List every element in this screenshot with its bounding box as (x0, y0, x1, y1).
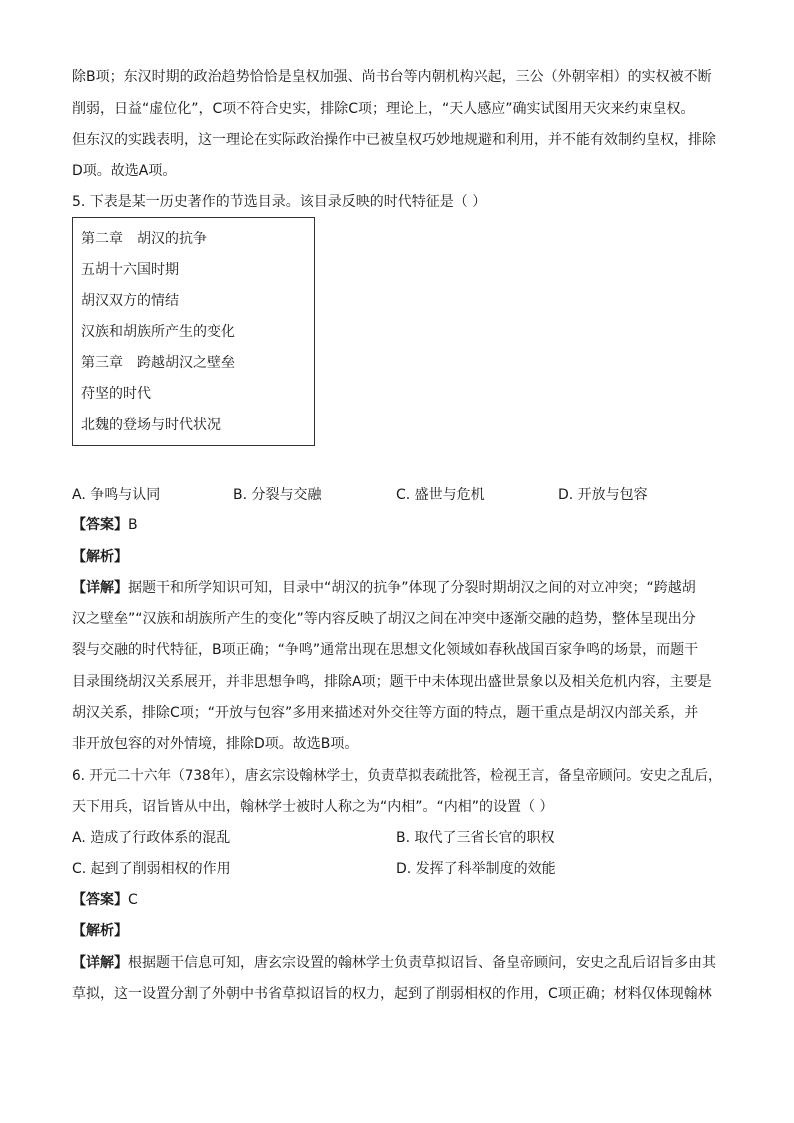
toc-item: 胡汉双方的情结 (81, 293, 179, 309)
answer-value: C (128, 892, 138, 908)
q5-detail-line: 汉之壁垒”“汉族和胡族所产生的变化”等内容反映了胡汉之间在冲突中逐渐交融的趋势，整体呈现出分 (72, 611, 696, 627)
q6-analysis-label: 【解析】 (72, 923, 128, 939)
q5-option-a: A. 争鸣与认同 (72, 487, 161, 503)
prev-explanation-line: 削弱，日益“虚位化”，C项不符合史实，排除C项；理论上，“天人感应”确实试图用天灾来约束皇权。 (72, 101, 695, 117)
detail-text: 根据题干信息可知，唐玄宗设置的翰林学士负责草拟诏旨、备皇帝顾问，安史之乱后诏旨多由其 (128, 955, 716, 971)
q5-detail-line: 目录围绕胡汉关系展开，并非思想争鸣，排除A项；题干中未体现出盛世景象以及相关危机内容，主要是 (72, 674, 712, 690)
toc-item: 北魏的登场与时代状况 (81, 417, 221, 433)
q5-detail-line: 裂与交融的时代特征，B项正确；“争鸣”通常出现在思想文化领域如春秋战国百家争鸣的场景，而题干 (72, 642, 699, 658)
toc-item: 汉族和胡族所产生的变化 (81, 324, 235, 340)
question-6-stem: 天下用兵，诏旨皆从中出，翰林学士被时人称之为“内相”。“内相”的设置（ ） (72, 799, 554, 815)
q5-option-c: C. 盛世与危机 (396, 487, 485, 503)
q5-analysis-label: 【解析】 (72, 549, 128, 565)
toc-item: 五胡十六国时期 (81, 262, 179, 278)
detail-text: 据题干和所学知识可知，目录中“胡汉的抗争”体现了分裂时期胡汉之间的对立冲突；“跨越胡 (128, 580, 696, 596)
q5-detail-line: 胡汉关系，排除C项；“开放与包容”多用来描述对外交往等方面的特点，题干重点是胡汉内部关系，并 (72, 705, 699, 721)
q6-detail-line: 草拟，这一设置分割了外朝中书省草拟诏旨的权力，起到了削弱相权的作用，C项正确；材料仅体现翰林 (72, 986, 712, 1002)
q5-detail-line (72, 578, 696, 598)
q5-option-d: D. 开放与包容 (558, 487, 648, 503)
q6-option-c: C. 起到了削弱相权的作用 (72, 861, 231, 877)
answer-value: B (128, 517, 138, 533)
detail-label: 【详解】 (72, 955, 128, 971)
answer-label: 【答案】 (72, 892, 128, 908)
toc-item: 苻坚的时代 (81, 386, 151, 402)
question-6-stem: 6. 开元二十六年（738年），唐玄宗设翰林学士，负责草拟表疏批答，检视王言，备皇帝顾问。安史之乱后， (72, 768, 722, 784)
toc-table (72, 217, 315, 446)
q5-detail-line: 非开放包容的对外情境，排除D项。故选B项。 (72, 736, 359, 752)
detail-label: 【详解】 (72, 580, 128, 596)
question-5-stem: 5. 下表是某一历史著作的节选目录。该目录反映的时代特征是（ ） (72, 194, 487, 210)
q5-option-b: B. 分裂与交融 (233, 487, 322, 503)
toc-item: 第三章 跨越胡汉之壁垒 (81, 355, 235, 371)
q6-detail-line (72, 953, 716, 973)
q6-option-a: A. 造成了行政体系的混乱 (72, 830, 231, 846)
toc-item: 第二章 胡汉的抗争 (81, 231, 207, 247)
prev-explanation-line: 除B项；东汉时期的政治趋势恰恰是皇权加强、尚书台等内朝机构兴起，三公（外朝宰相）的实权被不断 (72, 69, 712, 85)
q6-option-b: B. 取代了三省长官的职权 (396, 830, 555, 846)
prev-explanation-line: 但东汉的实践表明，这一理论在实际政治操作中已被皇权巧妙地规避和利用，并不能有效制约皇权，排除 (72, 132, 716, 148)
q6-answer (72, 890, 138, 910)
answer-label: 【答案】 (72, 517, 128, 533)
prev-explanation-line: D项。故选A项。 (72, 163, 177, 179)
q6-option-d: D. 发挥了科举制度的效能 (396, 861, 556, 877)
q5-answer (72, 515, 138, 535)
